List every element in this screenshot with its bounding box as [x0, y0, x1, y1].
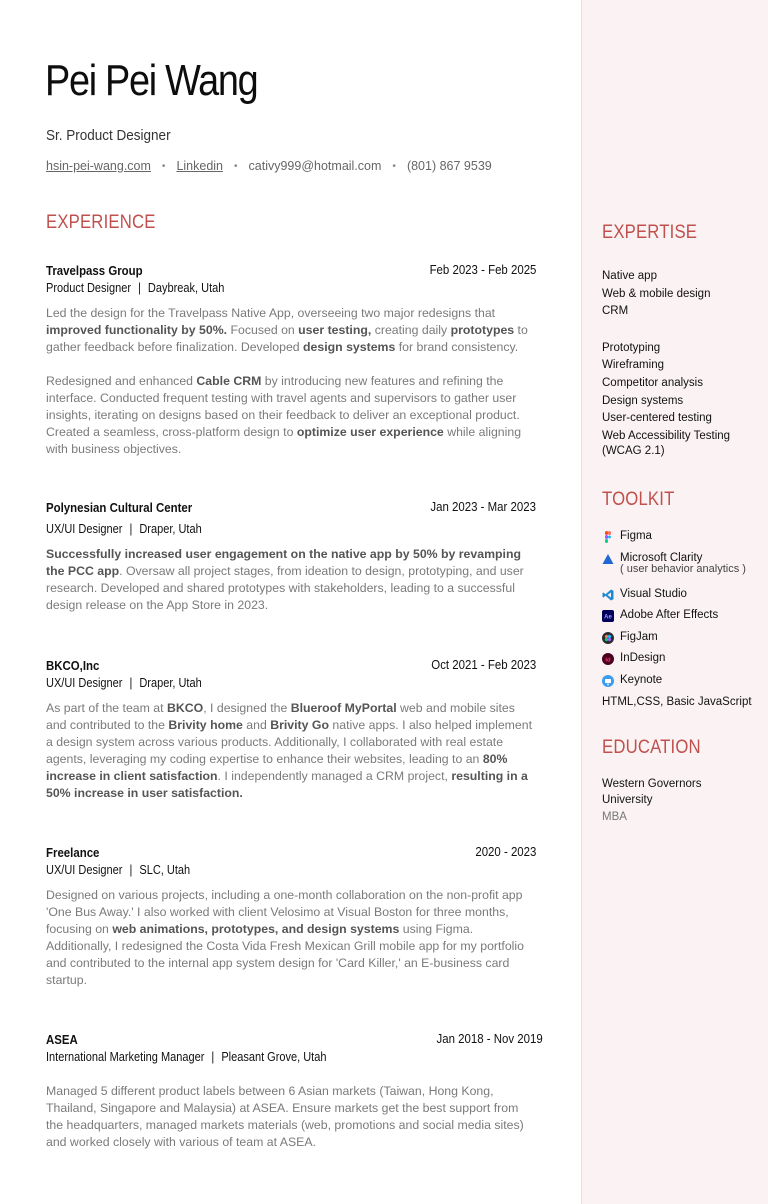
- job-entry: [46, 657, 536, 802]
- job-position: UX/UI Designer: [46, 863, 123, 877]
- email-text: cativy999@hotmail.com: [248, 159, 382, 173]
- toolkit-label: Figma: [620, 530, 652, 542]
- toolkit-label: Adobe After Effects: [620, 609, 719, 622]
- keynote-icon: [602, 675, 614, 687]
- toolkit-label: HTML,CSS, Basic JavaScript: [602, 695, 752, 708]
- job-position: UX/UI Designer: [46, 676, 123, 690]
- toolkit-label: Microsoft Clarity: [620, 551, 703, 564]
- clarity-icon: [602, 553, 614, 565]
- job-entry: [46, 499, 536, 614]
- job-subtitle: International Marketing Manager | Pleasant Grove, Utah: [46, 1050, 327, 1064]
- toolkit-item: [602, 528, 762, 550]
- job-company: Travelpass Group: [46, 263, 143, 278]
- expertise-item: Web & mobile design: [602, 287, 711, 300]
- toolkit-item: [602, 672, 762, 694]
- job-description: As part of the team at BKCO, I designed the Blueroof MyPortal web and mobile sites and contributed to the Brivity home and Brivity Go native apps. I also helped implement a design system across various products. Additionally, I collaborated with real estate agents, leveraging my coding expertise to enhance their websites, leading to an 80% increase in client satisfaction. I independently managed a CRM project, resulting in a 50% increase in user satisfaction.: [46, 701, 533, 800]
- job-description: Successfully increased user engagement on the native app by 50% by revamping the PCC app. Oversaw all project stages, from ideation to design, prototyping, and user research. Developed and shared prototypes with stakeholders, leading to a successful design release on the App Store in 2023.: [46, 547, 524, 612]
- job-dates: Jan 2018 - Nov 2019: [436, 1031, 543, 1046]
- job-dates: Jan 2023 - Mar 2023: [430, 499, 536, 514]
- job-location: Daybreak, Utah: [147, 281, 225, 295]
- separator-dot: •: [161, 160, 166, 172]
- figma-icon: [602, 531, 614, 543]
- toolkit-note: ( user behavior analytics ): [620, 562, 746, 575]
- toolkit-label: FigJam: [620, 630, 658, 643]
- separator-dot: •: [392, 160, 396, 172]
- job-subtitle: UX/UI Designer | Draper, Utah: [46, 522, 202, 536]
- contact-line: [46, 159, 492, 173]
- expertise-item: Competitor analysis: [602, 376, 703, 389]
- candidate-name: Pei Pei Wang: [45, 56, 258, 105]
- indesign-icon: [602, 653, 614, 665]
- education-heading: EDUCATION: [602, 737, 701, 758]
- job-company: Polynesian Cultural Center: [46, 500, 193, 515]
- expertise-item: CRM: [602, 305, 629, 318]
- job-company: ASEA: [46, 1032, 78, 1047]
- education-block: [602, 776, 702, 825]
- toolkit-label: Visual Studio: [620, 587, 687, 600]
- toolkit-item: [602, 586, 762, 608]
- job-dates: Feb 2023 - Feb 2025: [429, 262, 536, 277]
- education-degree: MBA: [602, 810, 627, 823]
- job-subtitle: UX/UI Designer | SLC, Utah: [46, 863, 191, 877]
- toolkit-label: InDesign: [620, 652, 666, 665]
- expertise-item: Native app: [602, 270, 657, 282]
- toolkit-item: [602, 607, 762, 629]
- experience-heading: EXPERIENCE: [46, 212, 156, 233]
- job-description: Designed on various projects, including a one-month collaboration on the non-profit app 'One Bus Away.' I also worked with client Velosimo at Visual Boston for three months, focusing on web animations, prototypes, and design systems using Figma. Additionally, I redesigned the Costa Vida Fresh Mexican Grill mobile app for my portfolio and contributed to the internal app system design for 'Card Killer,' an E-business card startup.: [46, 888, 524, 987]
- svg-text:Ae: Ae: [604, 614, 612, 621]
- website-link[interactable]: hsin-pei-wang.com: [46, 159, 151, 173]
- education-school: University: [602, 794, 653, 807]
- expertise-item: Design systems: [602, 394, 684, 407]
- expertise-item: Wireframing: [602, 359, 664, 372]
- job-entry: [46, 262, 536, 458]
- toolkit-label: Keynote: [620, 673, 663, 686]
- education-school: Western Governors: [602, 778, 702, 790]
- job-position: International Marketing Manager: [46, 1050, 205, 1064]
- job-position: UX/UI Designer: [46, 522, 123, 536]
- candidate-role: Sr. Product Designer: [46, 127, 171, 144]
- linkedin-link[interactable]: Linkedin: [176, 159, 224, 173]
- toolkit-item: [602, 550, 762, 586]
- job-position: Product Designer: [46, 281, 131, 295]
- job-location: Draper, Utah: [139, 522, 202, 536]
- job-subtitle: Product Designer | Daybreak, Utah: [46, 281, 225, 295]
- svg-text:Id: Id: [605, 657, 611, 664]
- job-subtitle: UX/UI Designer | Draper, Utah: [46, 676, 202, 690]
- toolkit-item: [602, 629, 762, 651]
- vscode-icon: [602, 589, 614, 601]
- job-description: Managed 5 different product labels between 6 Asian markets (Taiwan, Hong Kong, Thailand, Singapore and Malaysia) at ASEA. Ensure markets get the best support from the headquarters, managed markets materials (web, promotions and social media sites) and worked closely with various of team at ASEA.: [46, 1084, 524, 1149]
- job-entry: [46, 1031, 543, 1151]
- expertise-item: Web Accessibility Testing: [602, 429, 731, 442]
- expertise-item: (WCAG 2.1): [602, 445, 665, 458]
- separator-dot: •: [234, 160, 238, 172]
- job-company: BKCO,Inc: [46, 658, 100, 673]
- expertise-list: [602, 268, 762, 461]
- expertise-item: Prototyping: [602, 341, 661, 354]
- job-dates: Oct 2021 - Feb 2023: [431, 657, 536, 672]
- job-location: SLC, Utah: [139, 863, 191, 877]
- toolkit-heading: TOOLKIT: [602, 489, 675, 510]
- job-location: Pleasant Grove, Utah: [221, 1050, 327, 1064]
- expertise-heading: EXPERTISE: [602, 222, 698, 243]
- job-dates: 2020 - 2023: [474, 844, 536, 859]
- phone-text: (801) 867 9539: [406, 159, 492, 173]
- toolkit-item: [602, 650, 762, 672]
- expertise-item: User-centered testing: [602, 412, 712, 425]
- toolkit-list: [602, 528, 762, 715]
- job-location: Draper, Utah: [139, 676, 202, 690]
- job-entry: [46, 844, 536, 989]
- after-effects-icon: [602, 610, 614, 622]
- toolkit-item: [602, 694, 762, 716]
- job-company: Freelance: [46, 845, 100, 860]
- job-description: Led the design for the Travelpass Native App, overseeing two major redesigns that improved functionality by 50%. Focused on user testing, creating daily prototypes to gather feedback before finalization. Developed design systems for brand consistency. Redesigned and enhanced Cable CRM by introducing new features and refining the interface. Conducted frequent testing with travel agents and supervisors to gather user insights, iterating on designs based on their feedback to deliver an exceptional product. Created a seamless, cross-platform design to optimize user experience while aligning with business objectives.: [46, 306, 528, 456]
- figjam-icon: [602, 632, 614, 644]
